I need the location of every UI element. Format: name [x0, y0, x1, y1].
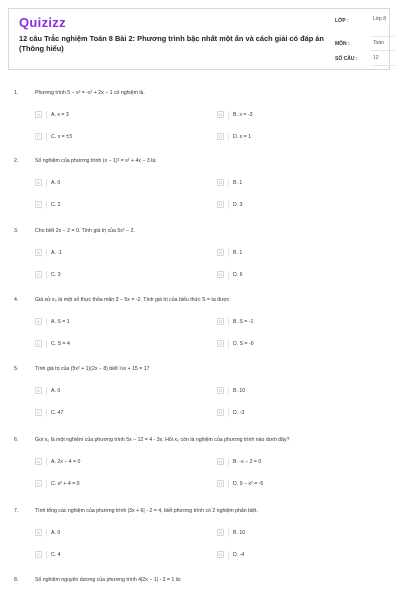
question-text: Phương trình 5 − x² = -x² + 2x − 1 có nghiệm là.	[35, 90, 145, 96]
option-letter-badge: B	[217, 387, 224, 394]
option-divider	[46, 551, 47, 559]
option-divider	[46, 179, 47, 187]
answer-option-a[interactable]	[35, 110, 69, 119]
question-text: Giả sử x₀ là một số thực thỏa mãn 3 − 5x = -2. Tính giá trị của biểu thức S = ta được	[35, 297, 230, 303]
option-text: B. -x − 2 = 0	[233, 458, 262, 465]
answer-option-d[interactable]	[217, 408, 244, 417]
answer-option-b[interactable]	[217, 178, 242, 187]
option-text: D. -3	[233, 409, 245, 416]
document-title: 12 câu Trắc nghiệm Toán 8 Bài 2: Phương trình bậc nhất một ẩn và cách giải có đáp án (Thông hiểu)	[19, 34, 324, 53]
option-divider	[228, 179, 229, 187]
option-text: B. x = -3	[233, 111, 253, 118]
question-text: Gọi x₀ là một nghiệm của phương trình 5x − 12 = 4 - 3x. Hỏi x₀ còn là nghiệm của phương trình nào dưới đây?	[35, 437, 290, 443]
option-divider	[46, 529, 47, 537]
answer-option-b[interactable]	[217, 386, 245, 395]
option-letter-badge: B	[217, 179, 224, 186]
answer-option-b[interactable]	[217, 248, 242, 257]
option-text: A. S = 1	[51, 318, 70, 325]
option-letter-badge: C	[35, 480, 42, 487]
option-letter-badge: A	[35, 387, 42, 394]
question-number: 2.	[14, 158, 19, 164]
option-text: D. S = -6	[233, 340, 254, 347]
answer-option-a[interactable]	[35, 528, 60, 537]
option-letter-badge: C	[35, 133, 42, 140]
option-text: B. 10	[233, 387, 246, 394]
answer-option-b[interactable]	[217, 457, 261, 466]
question-number: 6.	[14, 437, 19, 443]
option-letter-badge: D	[217, 133, 224, 140]
option-letter-badge: D	[217, 480, 224, 487]
option-text: C. 2	[51, 201, 61, 208]
option-divider	[46, 458, 47, 466]
option-text: C. x = ±3	[51, 133, 72, 140]
option-letter-badge: C	[35, 551, 42, 558]
option-divider	[228, 318, 229, 326]
option-divider	[228, 271, 229, 279]
option-letter-badge: D	[217, 201, 224, 208]
answer-option-c[interactable]	[35, 479, 80, 488]
option-letter-badge: C	[35, 409, 42, 416]
answer-option-d[interactable]	[217, 270, 243, 279]
answer-option-d[interactable]	[217, 200, 243, 209]
option-text: A. -1	[51, 249, 62, 256]
option-text: B. 10	[233, 529, 246, 536]
question-number: 8.	[14, 577, 19, 583]
option-text: A. 0	[51, 179, 61, 186]
option-divider	[228, 249, 229, 257]
option-text: A. 0	[51, 529, 61, 536]
option-letter-badge: A	[35, 111, 42, 118]
question-number: 4.	[14, 297, 19, 303]
question-text: Số nghiệm nguyên dương của phương trình 4|2x − 1| - 3 = 1 là:	[35, 577, 182, 583]
question-text: Số nghiệm của phương trình (x − 1)² = x² + 4x − 3 là:	[35, 158, 157, 164]
answer-option-c[interactable]	[35, 200, 61, 209]
option-divider	[46, 249, 47, 257]
option-text: A. 0	[51, 387, 61, 394]
option-letter-badge: A	[35, 179, 42, 186]
option-divider	[228, 480, 229, 488]
option-divider	[46, 111, 47, 119]
answer-option-c[interactable]	[35, 339, 70, 348]
option-letter-badge: A	[35, 318, 42, 325]
question-count-label: SỐ CÂU :	[335, 56, 358, 62]
option-letter-badge: D	[217, 340, 224, 347]
answer-option-a[interactable]	[35, 248, 62, 257]
option-letter-badge: A	[35, 458, 42, 465]
question-text: Tính tổng các nghiệm của phương trình |3x + 6| - 2 = 4, biết phương trình có 2 nghiệm phân biệt.	[35, 508, 258, 514]
subject-divider	[371, 50, 395, 51]
answer-option-a[interactable]	[35, 178, 60, 187]
option-letter-badge: D	[217, 409, 224, 416]
option-divider	[228, 340, 229, 348]
document-header	[8, 8, 390, 70]
option-letter-badge: A	[35, 529, 42, 536]
question-number: 3.	[14, 228, 19, 234]
answer-option-c[interactable]	[35, 270, 61, 279]
option-divider	[46, 409, 47, 417]
option-letter-badge: D	[217, 551, 224, 558]
answer-option-c[interactable]	[35, 550, 61, 559]
option-divider	[228, 551, 229, 559]
grade-label: LỚP :	[335, 18, 349, 24]
option-text: C. 4	[51, 551, 61, 558]
option-divider	[228, 458, 229, 466]
option-text: C. 47	[51, 409, 64, 416]
option-text: A. 2x − 4 = 0	[51, 458, 81, 465]
option-letter-badge: C	[35, 201, 42, 208]
subject-value: Toán	[373, 40, 384, 46]
answer-option-a[interactable]	[35, 317, 70, 326]
answer-option-b[interactable]	[217, 317, 253, 326]
option-letter-badge: B	[217, 249, 224, 256]
answer-option-c[interactable]	[35, 408, 63, 417]
subject-label: MÔN :	[335, 41, 350, 47]
option-divider	[46, 340, 47, 348]
option-letter-badge: A	[35, 249, 42, 256]
answer-option-d[interactable]	[217, 132, 251, 141]
option-divider	[46, 201, 47, 209]
question-number: 7.	[14, 508, 19, 514]
option-text: D. x = 1	[233, 133, 252, 140]
answer-option-d[interactable]	[217, 339, 254, 348]
option-divider	[228, 529, 229, 537]
question-number: 1.	[14, 90, 19, 96]
option-divider	[228, 409, 229, 417]
question-text: Tính giá trị của (5x² + 1)(2x − 8) biết ½x + 15 = 17	[35, 366, 150, 372]
answer-option-b[interactable]	[217, 528, 245, 537]
question-number: 5.	[14, 366, 19, 372]
option-divider	[46, 133, 47, 141]
option-text: C. x² + 4 = 0	[51, 480, 80, 487]
option-letter-badge: B	[217, 318, 224, 325]
option-text: C. S = 4	[51, 340, 70, 347]
question-text: Cho biết 2x − 2 = 0. Tính giá trị của 5x² − 2.	[35, 228, 135, 234]
answer-option-c[interactable]	[35, 132, 72, 141]
option-letter-badge: B	[217, 529, 224, 536]
grade-value: Lớp 8	[373, 16, 387, 22]
option-divider	[46, 480, 47, 488]
option-text: C. 3	[51, 271, 61, 278]
option-divider	[46, 271, 47, 279]
option-text: D. 9 − x² = -5	[233, 480, 264, 487]
option-text: D. -4	[233, 551, 245, 558]
question-count-value: 12	[373, 55, 379, 61]
quizizz-logo: Quizizz	[19, 15, 66, 30]
option-text: B. 1	[233, 179, 243, 186]
answer-option-b[interactable]	[217, 110, 252, 119]
option-divider	[228, 111, 229, 119]
option-text: A. x = 3	[51, 111, 69, 118]
option-divider	[46, 387, 47, 395]
option-text: D. 3	[233, 201, 243, 208]
option-letter-badge: B	[217, 458, 224, 465]
question-count-divider	[371, 65, 395, 66]
option-text: B. 1	[233, 249, 243, 256]
option-text: B. S = -1	[233, 318, 254, 325]
option-divider	[228, 133, 229, 141]
option-divider	[228, 201, 229, 209]
option-letter-badge: D	[217, 271, 224, 278]
grade-divider	[371, 36, 395, 37]
option-letter-badge: B	[217, 111, 224, 118]
answer-option-d[interactable]	[217, 479, 263, 488]
answer-option-a[interactable]	[35, 457, 80, 466]
option-divider	[46, 318, 47, 326]
option-letter-badge: C	[35, 271, 42, 278]
answer-option-a[interactable]	[35, 386, 60, 395]
option-divider	[228, 387, 229, 395]
option-letter-badge: C	[35, 340, 42, 347]
answer-option-d[interactable]	[217, 550, 244, 559]
option-text: D. 6	[233, 271, 243, 278]
